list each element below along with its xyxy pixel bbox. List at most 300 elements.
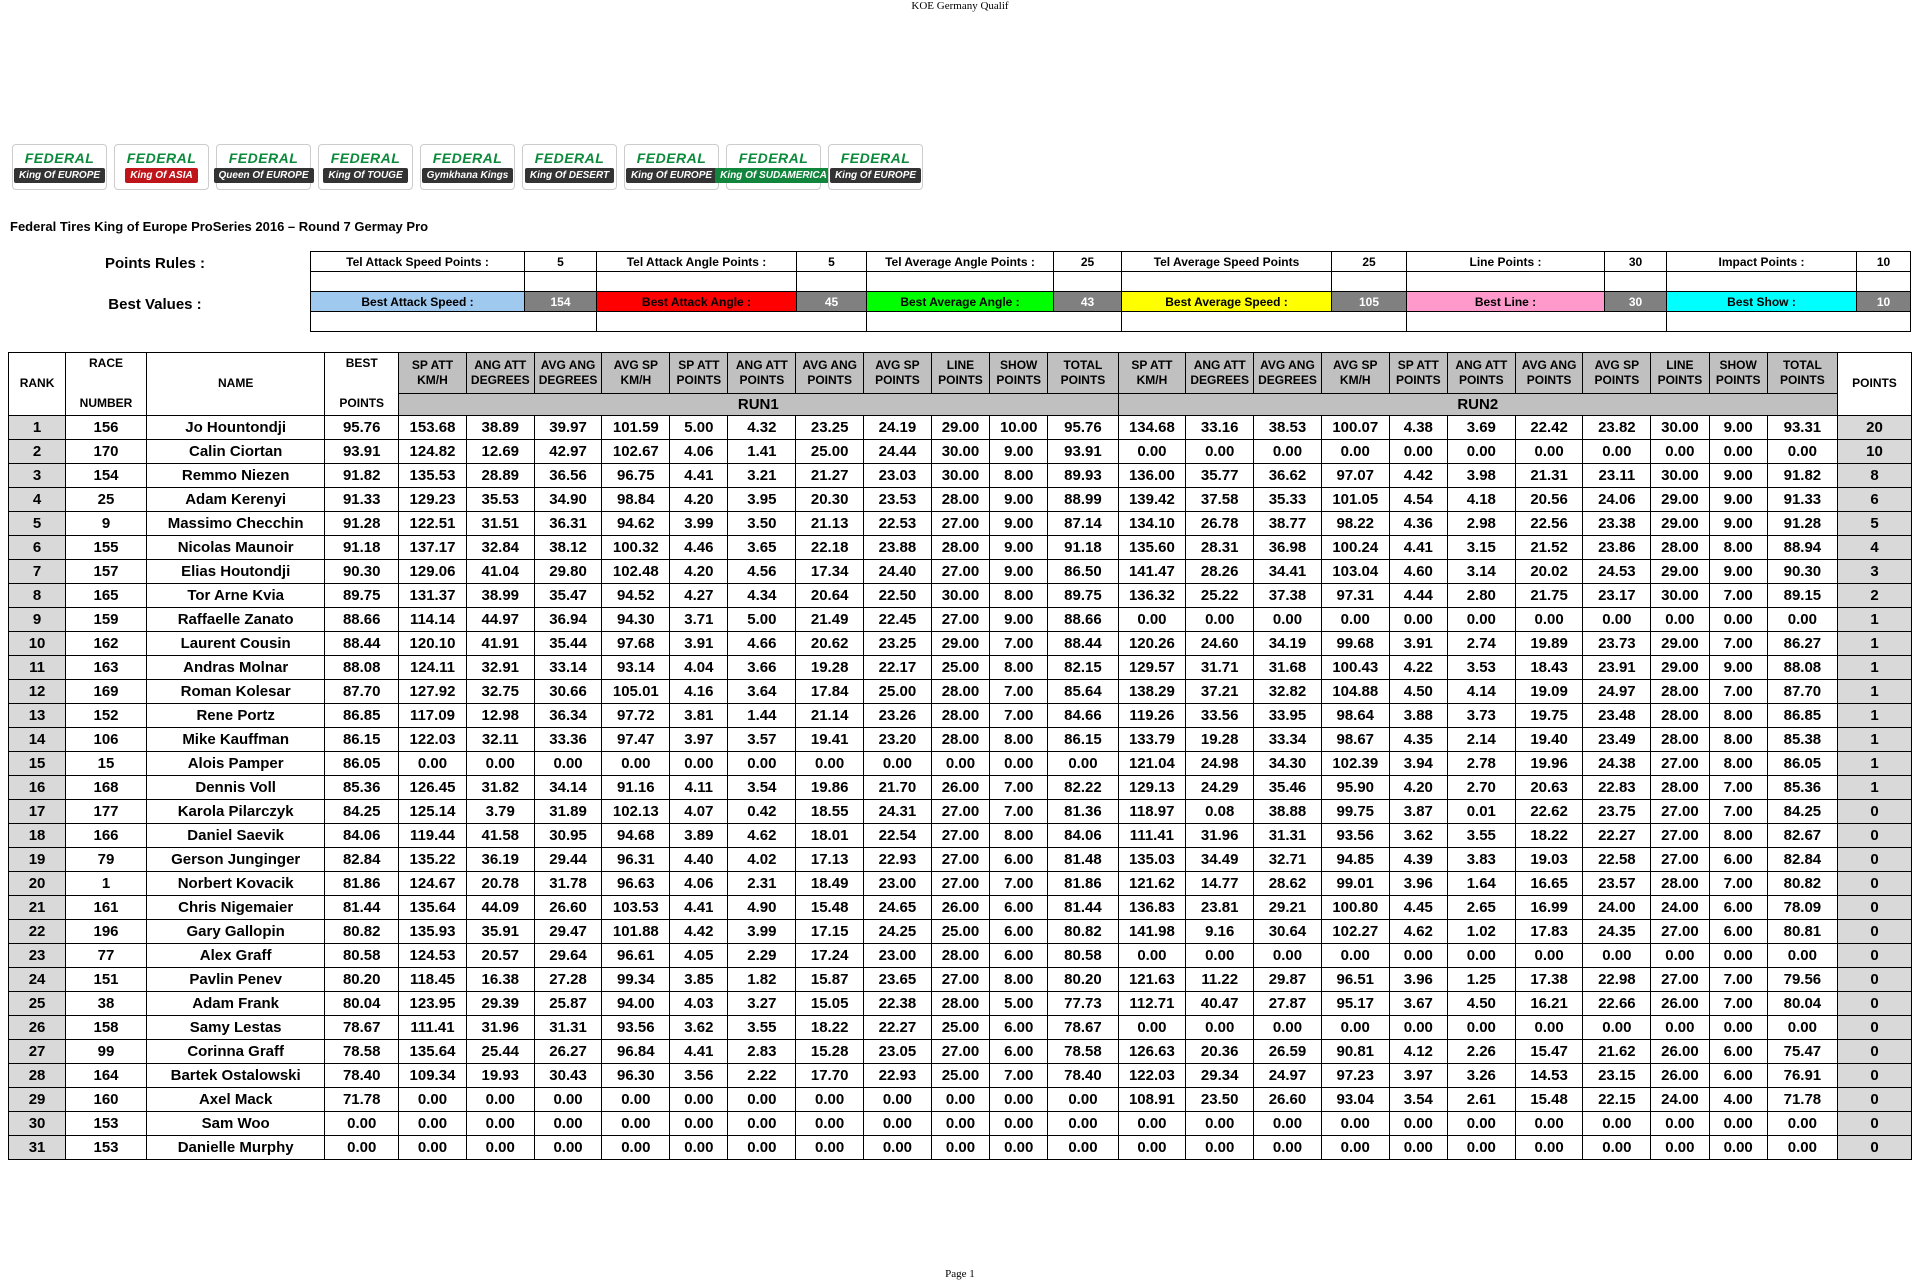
cell: 133.79 — [1118, 727, 1186, 751]
cell: 108.91 — [1118, 1087, 1186, 1111]
rank-cell: 13 — [9, 703, 66, 727]
cell: 23.73 — [1583, 631, 1651, 655]
cell: 23.57 — [1583, 871, 1651, 895]
cell: 28.00 — [1651, 679, 1709, 703]
cell: 22.58 — [1583, 847, 1651, 871]
name-cell: Calin Ciortan — [146, 439, 324, 463]
cell: 0.00 — [1447, 439, 1515, 463]
cell: 0.00 — [534, 1087, 602, 1111]
cell: 19.86 — [796, 775, 864, 799]
cell: 36.98 — [1254, 535, 1322, 559]
cell: 20.56 — [1515, 487, 1583, 511]
cell: 39.97 — [534, 415, 602, 439]
cell: 30.64 — [1254, 919, 1322, 943]
cell: 32.75 — [466, 679, 534, 703]
cell: 95.90 — [1321, 775, 1389, 799]
cell: 28.26 — [1186, 559, 1254, 583]
sponsor-logo — [114, 144, 209, 190]
cell: 0.00 — [1389, 1135, 1447, 1159]
cell: 89.75 — [1048, 583, 1118, 607]
cell: 96.61 — [602, 943, 670, 967]
name-cell: Adam Frank — [146, 991, 324, 1015]
best-points-cell: 86.85 — [325, 703, 399, 727]
cell: 26.00 — [931, 895, 989, 919]
rank-cell: 28 — [9, 1063, 66, 1087]
col-header-bottom: POINTS — [1780, 372, 1825, 387]
cell: 6.00 — [990, 919, 1048, 943]
points-cell: 0 — [1837, 1015, 1911, 1039]
cell: 93.91 — [1048, 439, 1118, 463]
cell: 0.00 — [1515, 439, 1583, 463]
col-race-number: RACE — [66, 353, 147, 374]
cell: 21.62 — [1583, 1039, 1651, 1063]
cell: 119.44 — [399, 823, 467, 847]
rank-cell: 12 — [9, 679, 66, 703]
cell: 102.48 — [602, 559, 670, 583]
cell: 91.18 — [1048, 535, 1118, 559]
cell: 33.36 — [534, 727, 602, 751]
col-header-top: LINE — [1666, 357, 1694, 372]
rank-cell: 14 — [9, 727, 66, 751]
cell: 6.00 — [990, 847, 1048, 871]
cell: 4.60 — [1389, 559, 1447, 583]
cell: 28.00 — [1651, 727, 1709, 751]
cell: 4.41 — [670, 1039, 728, 1063]
cell: 15.87 — [796, 967, 864, 991]
cell: 6.00 — [1709, 847, 1767, 871]
cell: 4.46 — [670, 535, 728, 559]
cell: 32.71 — [1254, 847, 1322, 871]
cell: 0.00 — [931, 1111, 989, 1135]
cell: 22.27 — [864, 1015, 932, 1039]
cell: 18.01 — [796, 823, 864, 847]
cell: 88.08 — [1767, 655, 1837, 679]
cell: 0.00 — [1321, 1111, 1389, 1135]
table-row — [9, 775, 1912, 799]
cell: 34.30 — [1254, 751, 1322, 775]
logo-series: King Of TOUGE — [323, 168, 407, 183]
best-points-cell: 80.82 — [325, 919, 399, 943]
cell: 24.25 — [864, 919, 932, 943]
cell: 4.05 — [670, 943, 728, 967]
rank-cell: 8 — [9, 583, 66, 607]
best-points-cell: 0.00 — [325, 1111, 399, 1135]
cell: 3.99 — [728, 919, 796, 943]
rank-cell: 2 — [9, 439, 66, 463]
cell: 23.03 — [864, 463, 932, 487]
cell: 37.38 — [1254, 583, 1322, 607]
cell: 82.22 — [1048, 775, 1118, 799]
race-number-cell: 77 — [66, 943, 147, 967]
cell: 3.57 — [728, 727, 796, 751]
best-value: 154 — [525, 292, 597, 312]
cell: 139.42 — [1118, 487, 1186, 511]
cell: 35.91 — [466, 919, 534, 943]
col-header-top: AVG SP — [1333, 357, 1378, 372]
cell: 27.00 — [931, 823, 989, 847]
cell: 0.00 — [1583, 1015, 1651, 1039]
cell: 28.00 — [931, 991, 989, 1015]
cell: 0.00 — [1767, 1135, 1837, 1159]
cell: 0.00 — [1186, 1135, 1254, 1159]
cell: 23.91 — [1583, 655, 1651, 679]
cell: 98.22 — [1321, 511, 1389, 535]
cell: 32.84 — [466, 535, 534, 559]
col-header — [864, 353, 932, 394]
cell: 34.90 — [534, 487, 602, 511]
col-header — [796, 353, 864, 394]
cell: 91.33 — [1767, 487, 1837, 511]
logo-series: King Of DESERT — [525, 168, 614, 183]
cell: 30.00 — [931, 439, 989, 463]
cell: 99.75 — [1321, 799, 1389, 823]
cell: 0.00 — [602, 751, 670, 775]
cell: 18.43 — [1515, 655, 1583, 679]
cell: 135.03 — [1118, 847, 1186, 871]
cell: 33.16 — [1186, 415, 1254, 439]
race-number-cell: 153 — [66, 1111, 147, 1135]
table-row — [9, 1135, 1912, 1159]
cell: 100.43 — [1321, 655, 1389, 679]
cell: 33.34 — [1254, 727, 1322, 751]
cell: 15.28 — [796, 1039, 864, 1063]
col-header-bottom: KM/H — [1136, 372, 1168, 387]
cell: 18.49 — [796, 871, 864, 895]
cell: 84.06 — [1048, 823, 1118, 847]
cell: 7.00 — [1709, 799, 1767, 823]
rule-value: 25 — [1332, 252, 1407, 272]
cell: 0.00 — [1583, 607, 1651, 631]
cell: 3.71 — [670, 607, 728, 631]
cell: 23.82 — [1583, 415, 1651, 439]
cell: 20.63 — [1515, 775, 1583, 799]
cell: 3.94 — [1389, 751, 1447, 775]
race-number-cell: 152 — [66, 703, 147, 727]
cell: 22.50 — [864, 583, 932, 607]
cell: 86.85 — [1767, 703, 1837, 727]
cell: 31.68 — [1254, 655, 1322, 679]
cell: 2.22 — [728, 1063, 796, 1087]
col-best-spacer — [325, 373, 399, 393]
cell: 4.41 — [670, 463, 728, 487]
race-number-cell: 158 — [66, 1015, 147, 1039]
cell: 85.36 — [1767, 775, 1837, 799]
col-header-bottom: POINTS — [1458, 372, 1504, 387]
name-cell: Tor Arne Kvia — [146, 583, 324, 607]
table-row — [9, 631, 1912, 655]
col-header — [399, 353, 467, 394]
cell: 26.27 — [534, 1039, 602, 1063]
cell: 15.47 — [1515, 1039, 1583, 1063]
cell: 4.56 — [728, 559, 796, 583]
col-header-bottom: POINTS — [807, 372, 852, 387]
best-label: Best Show : — [1667, 292, 1857, 312]
points-cell: 0 — [1837, 847, 1911, 871]
cell: 27.87 — [1254, 991, 1322, 1015]
name-cell: Dennis Voll — [146, 775, 324, 799]
cell: 22.98 — [1583, 967, 1651, 991]
cell: 19.28 — [796, 655, 864, 679]
best-points-cell: 71.78 — [325, 1087, 399, 1111]
cell: 126.63 — [1118, 1039, 1186, 1063]
cell: 21.13 — [796, 511, 864, 535]
logo-brand: FEDERAL — [636, 150, 707, 166]
cell: 91.82 — [1767, 463, 1837, 487]
col-header-bottom: POINTS — [875, 372, 920, 387]
col-header-top: ANG ATT — [474, 357, 527, 372]
cell: 21.31 — [1515, 463, 1583, 487]
cell: 3.26 — [1447, 1063, 1515, 1087]
best-points-cell: 80.04 — [325, 991, 399, 1015]
cell: 94.00 — [602, 991, 670, 1015]
cell: 32.91 — [466, 655, 534, 679]
cell: 4.50 — [1389, 679, 1447, 703]
cell: 0.00 — [1651, 1135, 1709, 1159]
cell: 35.47 — [534, 583, 602, 607]
logo-brand: FEDERAL — [534, 150, 605, 166]
cell: 22.54 — [864, 823, 932, 847]
best-points-cell: 87.70 — [325, 679, 399, 703]
best-points-cell: 78.67 — [325, 1015, 399, 1039]
cell: 0.00 — [466, 1111, 534, 1135]
cell: 29.00 — [1651, 487, 1709, 511]
cell: 36.62 — [1254, 463, 1322, 487]
col-header — [1447, 353, 1515, 394]
cell: 11.22 — [1186, 967, 1254, 991]
best-value: 30 — [1605, 292, 1667, 312]
table-row — [9, 535, 1912, 559]
rules-spacer-row — [311, 272, 1911, 292]
name-cell: Raffaelle Zanato — [146, 607, 324, 631]
cell: 38.53 — [1254, 415, 1322, 439]
col-race-spacer — [66, 373, 147, 393]
best-values-row — [311, 292, 1911, 312]
cell: 28.00 — [1651, 871, 1709, 895]
cell: 100.80 — [1321, 895, 1389, 919]
cell: 16.65 — [1515, 871, 1583, 895]
cell: 129.13 — [1118, 775, 1186, 799]
points-rules-row — [311, 252, 1911, 272]
cell: 22.15 — [1583, 1087, 1651, 1111]
cell: 4.50 — [1447, 991, 1515, 1015]
cell: 9.16 — [1186, 919, 1254, 943]
cell: 3.69 — [1447, 415, 1515, 439]
cell: 0.00 — [796, 1087, 864, 1111]
cell: 22.93 — [864, 1063, 932, 1087]
cell: 9.00 — [1709, 415, 1767, 439]
cell: 78.58 — [1048, 1039, 1118, 1063]
cell: 0.00 — [1767, 607, 1837, 631]
cell: 105.01 — [602, 679, 670, 703]
cell: 29.34 — [1186, 1063, 1254, 1087]
best-points-cell: 84.06 — [325, 823, 399, 847]
cell: 44.09 — [466, 895, 534, 919]
cell: 25.00 — [931, 1015, 989, 1039]
cell: 29.80 — [534, 559, 602, 583]
cell: 99.68 — [1321, 631, 1389, 655]
cell: 27.00 — [1651, 751, 1709, 775]
sponsor-logo — [624, 144, 719, 190]
rank-cell: 20 — [9, 871, 66, 895]
cell: 30.66 — [534, 679, 602, 703]
cell: 0.00 — [1651, 439, 1709, 463]
race-number-cell: 154 — [66, 463, 147, 487]
cell: 3.55 — [728, 1015, 796, 1039]
cell: 129.06 — [399, 559, 467, 583]
table-row — [9, 751, 1912, 775]
cell: 26.00 — [931, 775, 989, 799]
col-header-top: AVG ANG — [802, 357, 857, 372]
race-number-cell: 164 — [66, 1063, 147, 1087]
race-number-cell: 161 — [66, 895, 147, 919]
cell: 27.00 — [1651, 919, 1709, 943]
cell: 3.15 — [1447, 535, 1515, 559]
col-header-bottom: POINTS — [1395, 372, 1441, 387]
cell: 8.00 — [990, 823, 1048, 847]
cell: 21.49 — [796, 607, 864, 631]
race-number-cell: 155 — [66, 535, 147, 559]
cell: 0.42 — [728, 799, 796, 823]
cell: 4.12 — [1389, 1039, 1447, 1063]
cell: 22.62 — [1515, 799, 1583, 823]
cell: 28.00 — [1651, 703, 1709, 727]
race-number-cell: 168 — [66, 775, 147, 799]
cell: 2.61 — [1447, 1087, 1515, 1111]
cell: 0.00 — [466, 1135, 534, 1159]
table-row — [9, 871, 1912, 895]
cell: 0.00 — [796, 1135, 864, 1159]
name-cell: Gerson Junginger — [146, 847, 324, 871]
cell: 15.05 — [796, 991, 864, 1015]
cell: 29.44 — [534, 847, 602, 871]
col-header — [1254, 353, 1322, 394]
rank-cell: 25 — [9, 991, 66, 1015]
cell: 38.12 — [534, 535, 602, 559]
race-number-cell: 157 — [66, 559, 147, 583]
cell: 34.19 — [1254, 631, 1322, 655]
cell: 3.67 — [1389, 991, 1447, 1015]
cell: 35.44 — [534, 631, 602, 655]
rule-label: Line Points : — [1407, 252, 1605, 272]
points-cell: 0 — [1837, 1039, 1911, 1063]
cell: 30.00 — [1651, 583, 1709, 607]
cell: 141.98 — [1118, 919, 1186, 943]
cell: 35.77 — [1186, 463, 1254, 487]
cell: 102.39 — [1321, 751, 1389, 775]
cell: 31.96 — [1186, 823, 1254, 847]
cell: 91.16 — [602, 775, 670, 799]
race-number-cell: 25 — [66, 487, 147, 511]
cell: 0.00 — [1254, 1135, 1322, 1159]
col-header-bottom: POINTS — [1594, 372, 1640, 387]
cell: 28.62 — [1254, 871, 1322, 895]
cell: 3.88 — [1389, 703, 1447, 727]
cell: 89.93 — [1048, 463, 1118, 487]
logo-series: Queen Of EUROPE — [214, 168, 314, 183]
cell: 8.00 — [990, 463, 1048, 487]
cell: 0.00 — [1709, 607, 1767, 631]
cell: 21.70 — [864, 775, 932, 799]
best-points-cell: 80.58 — [325, 943, 399, 967]
points-cell: 1 — [1837, 607, 1911, 631]
cell: 26.00 — [1651, 991, 1709, 1015]
cell: 6.00 — [1709, 895, 1767, 919]
cell: 23.75 — [1583, 799, 1651, 823]
cell: 15.48 — [796, 895, 864, 919]
cell: 153.68 — [399, 415, 467, 439]
cell: 21.14 — [796, 703, 864, 727]
cell: 94.68 — [602, 823, 670, 847]
cell: 0.00 — [1515, 607, 1583, 631]
cell: 1.82 — [728, 967, 796, 991]
col-header-top: SHOW — [1719, 357, 1757, 372]
sponsor-logo — [216, 144, 311, 190]
cell: 3.81 — [670, 703, 728, 727]
cell: 0.00 — [728, 1111, 796, 1135]
cell: 75.47 — [1767, 1039, 1837, 1063]
cell: 0.00 — [1254, 943, 1322, 967]
cell: 3.97 — [670, 727, 728, 751]
cell: 2.78 — [1447, 751, 1515, 775]
cell: 109.34 — [399, 1063, 467, 1087]
col-header-bottom: POINTS — [676, 372, 722, 387]
cell: 9.00 — [990, 607, 1048, 631]
cell: 33.56 — [1186, 703, 1254, 727]
cell: 76.91 — [1767, 1063, 1837, 1087]
cell: 135.53 — [399, 463, 467, 487]
cell: 27.00 — [1651, 823, 1709, 847]
cell: 0.00 — [466, 751, 534, 775]
best-points-cell: 81.44 — [325, 895, 399, 919]
name-cell: Samy Lestas — [146, 1015, 324, 1039]
cell: 2.26 — [1447, 1039, 1515, 1063]
best-points-cell: 90.30 — [325, 559, 399, 583]
cell: 24.00 — [1583, 895, 1651, 919]
table-row — [9, 679, 1912, 703]
rank-cell: 18 — [9, 823, 66, 847]
cell: 5.00 — [728, 607, 796, 631]
cell: 20.30 — [796, 487, 864, 511]
cell: 4.16 — [670, 679, 728, 703]
logo-series: King Of SUDAMERICA — [715, 168, 832, 183]
cell: 25.00 — [796, 439, 864, 463]
name-cell: Gary Gallopin — [146, 919, 324, 943]
cell: 122.03 — [1118, 1063, 1186, 1087]
table-row — [9, 703, 1912, 727]
points-cell: 0 — [1837, 919, 1911, 943]
cell: 3.62 — [1389, 823, 1447, 847]
cell: 9.00 — [990, 439, 1048, 463]
table-row — [9, 463, 1912, 487]
cell: 124.67 — [399, 871, 467, 895]
cell: 88.94 — [1767, 535, 1837, 559]
table-row — [9, 511, 1912, 535]
cell: 7.00 — [1709, 871, 1767, 895]
race-number-cell: 151 — [66, 967, 147, 991]
cell: 24.97 — [1583, 679, 1651, 703]
race-number-cell: 9 — [66, 511, 147, 535]
cell: 0.00 — [1048, 1111, 1118, 1135]
rank-cell: 19 — [9, 847, 66, 871]
cell: 3.91 — [670, 631, 728, 655]
cell: 0.00 — [1048, 751, 1118, 775]
cell: 85.64 — [1048, 679, 1118, 703]
cell: 1.02 — [1447, 919, 1515, 943]
cell: 28.89 — [466, 463, 534, 487]
cell: 4.22 — [1389, 655, 1447, 679]
name-cell: Norbert Kovacik — [146, 871, 324, 895]
cell: 4.39 — [1389, 847, 1447, 871]
